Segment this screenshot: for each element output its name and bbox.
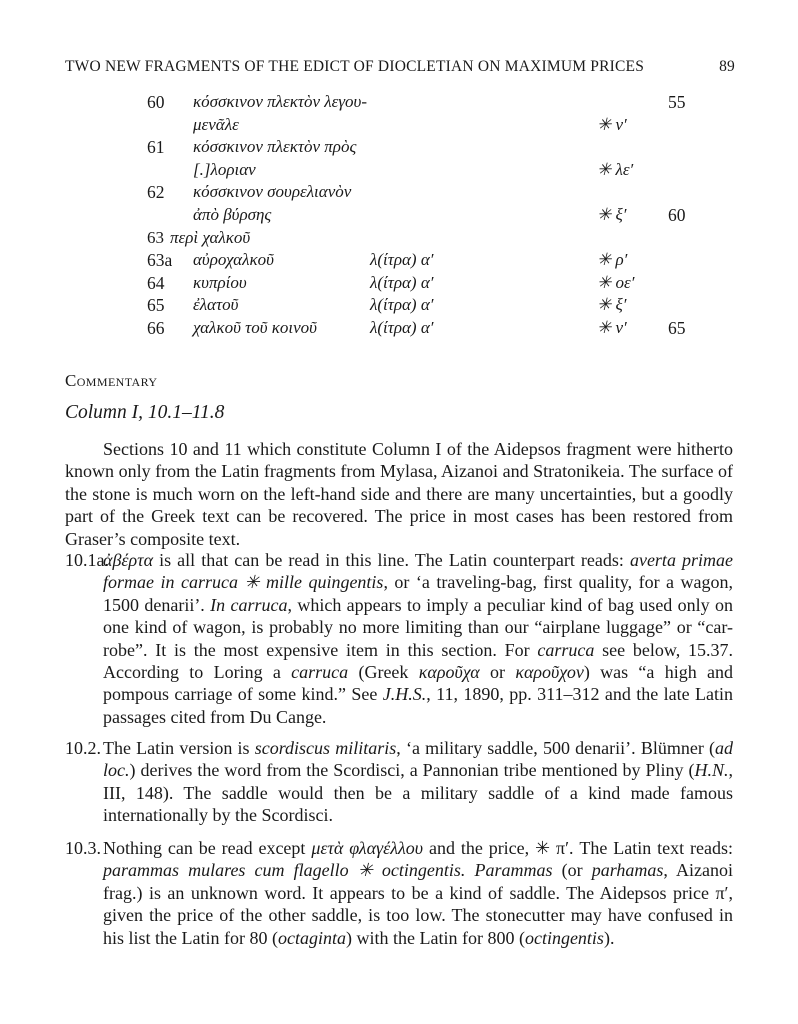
note-text: J.H.S. <box>382 684 427 705</box>
row-item: κόσσκινον σουρελιανὸν <box>193 182 352 202</box>
note-text: , 11, 1890, pp. 311–312 and the late Latin passages cited from Du Cange. <box>103 684 733 727</box>
note-label: 10.2. <box>65 738 101 758</box>
table-row <box>0 273 798 296</box>
row-unit: λ(ίτρα) α′ <box>370 272 434 292</box>
note-text: ) with the Latin for 800 ( <box>345 927 525 948</box>
note-text: scordiscus militaris <box>254 738 397 758</box>
intro-paragraph: Sections 10 and 11 which constitute Column I of the Aidepsos fragment were hitherto known only from the Latin fragments from Mylasa, Aizanoi and Stratonikeia. The surface of the stone is much worn on the left-hand side and there are many uncertainties, but a goodly part of the Greek text can be recovered. The price in most cases has been restored from Graser’s composite text. <box>65 439 733 549</box>
page-number: 89 <box>719 58 735 75</box>
price-table <box>0 92 798 341</box>
note-text: or <box>479 662 516 683</box>
row-number: 61 <box>147 137 165 158</box>
row-item: αὐροχαλκοῦ <box>193 250 274 270</box>
row-line-number: 55 <box>668 92 686 112</box>
row-number: 65 <box>147 295 165 316</box>
note-text: , Aizanoi frag.) is an unknown word. It appears to be a kind of saddle. The Aidepsos price π′, given the price of the other saddle, is too low. The stonecutter may have confused in his list the Latin for 80 ( <box>103 860 733 948</box>
table-row <box>0 92 798 115</box>
note-body <box>103 737 733 827</box>
row-item: περὶ χαλκοῦ <box>170 227 251 247</box>
note-text: καροῦχον <box>515 662 584 683</box>
note-text: ). <box>603 927 615 948</box>
table-row <box>0 205 798 228</box>
note-text: (Greek <box>348 662 419 683</box>
note-label: 10.1a. <box>65 550 109 570</box>
table-row <box>0 137 798 160</box>
row-unit: λ(ίτρα) α′ <box>370 250 434 270</box>
commentary-heading: Commentary <box>65 371 158 390</box>
note-10-1a <box>65 549 733 728</box>
row-item: ἐλατοῦ <box>193 295 239 315</box>
row-number: 63 <box>147 227 164 247</box>
note-text: , ‘a military saddle, 500 denarii’. Blümner ( <box>396 738 715 758</box>
row-item: κόσσκινον πλεκτὸν λεγου- <box>193 92 367 111</box>
row-item: μενᾶλε <box>193 114 239 134</box>
note-text: see below, 15.37. According to Loring a <box>103 639 733 683</box>
row-item: [.]λοριαν <box>193 159 256 179</box>
note-text: , which appears to imply a peculiar kind of bag used only on one kind of wagon, is probably no more limiting than our “airplane luggage” or “car-robe”. It is the most expensive item in this section. For <box>103 594 733 660</box>
running-title: TWO NEW FRAGMENTS OF THE EDICT OF DIOCLETIAN ON MAXIMUM PRICES <box>65 58 645 75</box>
row-price: ✳ ξ′ <box>597 295 627 315</box>
row-item: κόσσκινον πλεκτὸν πρὸς <box>193 137 357 157</box>
table-row <box>0 250 798 273</box>
note-text: carruca <box>291 662 349 683</box>
note-text: octingentis <box>524 927 604 948</box>
note-text: H.N. <box>694 760 729 781</box>
row-item: χαλκοῦ τοῦ κοινοῦ <box>193 317 317 337</box>
row-number: 66 <box>147 317 165 338</box>
note-text: ἀβέρτα <box>103 550 154 570</box>
row-price: ✳ ν′ <box>597 317 627 337</box>
note-text: The Latin version is <box>103 738 255 758</box>
table-row <box>0 318 798 341</box>
row-number: 62 <box>147 182 165 203</box>
note-body <box>103 837 733 949</box>
row-number: 60 <box>147 92 165 112</box>
note-text: ad loc. <box>103 738 733 781</box>
note-text: is all that can be read in this line. The Latin counterpart reads: <box>153 550 630 570</box>
note-text: parammas mulares cum flagello ✳ octingentis. Parammas <box>103 860 553 881</box>
note-text: octaginta <box>277 927 346 948</box>
note-10-2 <box>65 737 733 827</box>
note-text: , or ‘a traveling-bag, first quality, for a wagon, 1500 denarii’. <box>103 572 733 615</box>
note-text: Nothing can be read except <box>103 838 312 858</box>
note-text: carruca <box>537 639 595 660</box>
note-text: In carruca <box>210 594 288 615</box>
row-item: ἀπὸ βύρσης <box>193 204 272 224</box>
table-row <box>0 160 798 183</box>
note-text: averta primae formae in carruca ✳ mille quingentis <box>103 550 733 593</box>
note-text: καροῦχα <box>418 662 480 683</box>
table-row <box>0 182 798 205</box>
row-number: 63a <box>147 250 173 271</box>
row-unit: λ(ίτρα) α′ <box>370 295 434 315</box>
note-body <box>103 549 733 728</box>
row-line-number: 60 <box>668 204 686 225</box>
row-price: ✳ ν′ <box>597 114 627 134</box>
note-text: ) derives the word from the Scordisci, a Pannonian tribe mentioned by Pliny ( <box>129 760 695 781</box>
note-text: (or <box>552 860 592 881</box>
note-text: μετὰ φλαγέλλου <box>311 838 424 858</box>
row-price: ✳ ρ′ <box>597 250 628 270</box>
row-price: ✳ οε′ <box>597 272 635 292</box>
note-text: parhamas <box>591 860 664 881</box>
note-text: ) was “a high and pompous carriage of some kind.” See <box>103 662 733 705</box>
note-text: and the price, ✳ π′. The Latin text reads: <box>423 838 733 858</box>
note-text: , III, 148). The saddle would then be a military saddle of a kind made famous internationally by the Scordisci. <box>103 760 733 826</box>
table-row <box>0 115 798 138</box>
column-heading: Column I, 10.1–11.8 <box>65 402 225 423</box>
row-price: ✳ ξ′ <box>597 204 627 224</box>
row-item: κυπρίου <box>193 272 247 292</box>
note-label: 10.3. <box>65 838 101 858</box>
row-line-number: 65 <box>668 317 686 338</box>
table-row <box>0 295 798 318</box>
row-price: ✳ λε′ <box>597 159 634 179</box>
table-row <box>0 228 798 251</box>
note-10-3 <box>65 837 733 949</box>
row-number: 64 <box>147 272 165 293</box>
row-unit: λ(ίτρα) α′ <box>370 317 434 337</box>
